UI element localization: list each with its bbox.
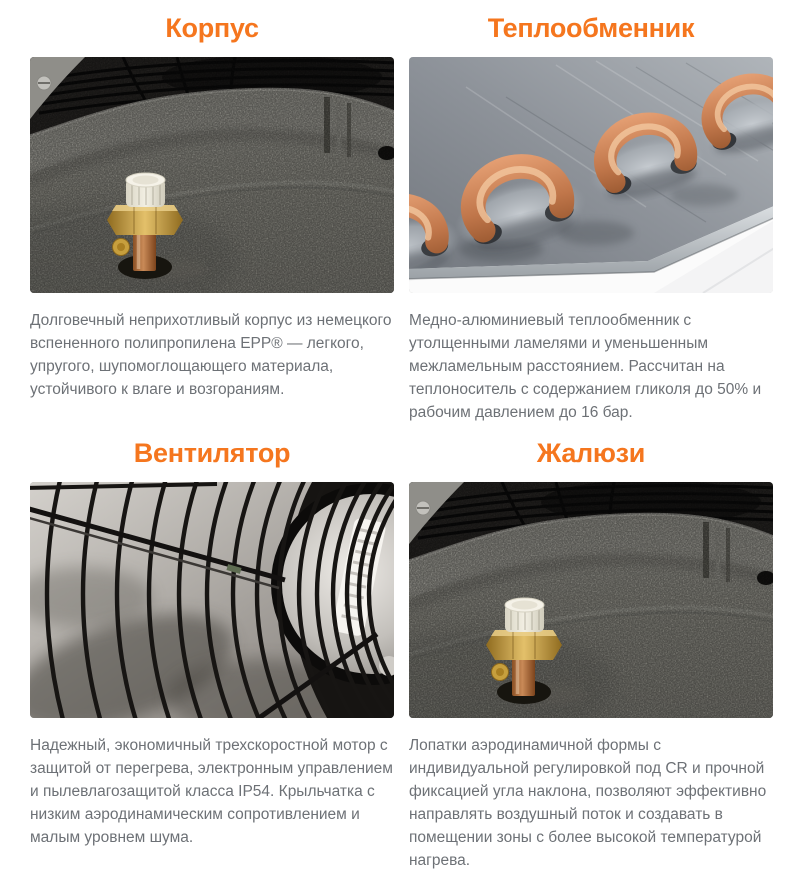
feature-louvers-description: Лопатки аэродинамичной формы с индивидуальной регулировкой под CR и прочной фиксацией угла наклона, позволяют эффективно направлять воздушный поток и создавать в помещении зоны с более высокой температурой нагрева. <box>409 737 767 869</box>
feature-louvers <box>409 438 773 872</box>
louvers-photo <box>409 482 773 718</box>
heat-exchanger-photo <box>409 57 773 293</box>
fan-photo <box>30 482 394 718</box>
feature-louvers-title: Жалюзи <box>536 438 646 468</box>
feature-heat-exchanger-description: Медно-алюминиевый теплообменник с утолщенными ламелями и уменьшенным межламельным расстоянием. Рассчитан на теплоноситель с содержанием гликоля до 50% и рабочим давлением до 16 бар. <box>409 312 762 421</box>
housing-photo <box>30 57 394 293</box>
feature-housing-description: Долговечный неприхотливый корпус из немецкого вспененного полипропилена EPP® — легкого, упругого, шупомоглощающего материала, устойчивого к влаге и возгораниям. <box>30 312 392 398</box>
feature-housing <box>30 13 394 424</box>
feature-housing-title: Корпус <box>165 13 259 43</box>
feature-fan <box>30 438 394 872</box>
feature-fan-title: Вентилятор <box>133 438 291 468</box>
feature-heat-exchanger <box>409 13 773 424</box>
feature-heat-exchanger-title: Теплообменник <box>487 13 695 43</box>
feature-fan-description: Надежный, экономичный трехскоростной мотор с защитой от перегрева, электронным управлением и пылевлагозащитой класса IP54. Крыльчатка с низким аэродинамическим сопротивлением и малым уровнем шума. <box>30 737 393 846</box>
